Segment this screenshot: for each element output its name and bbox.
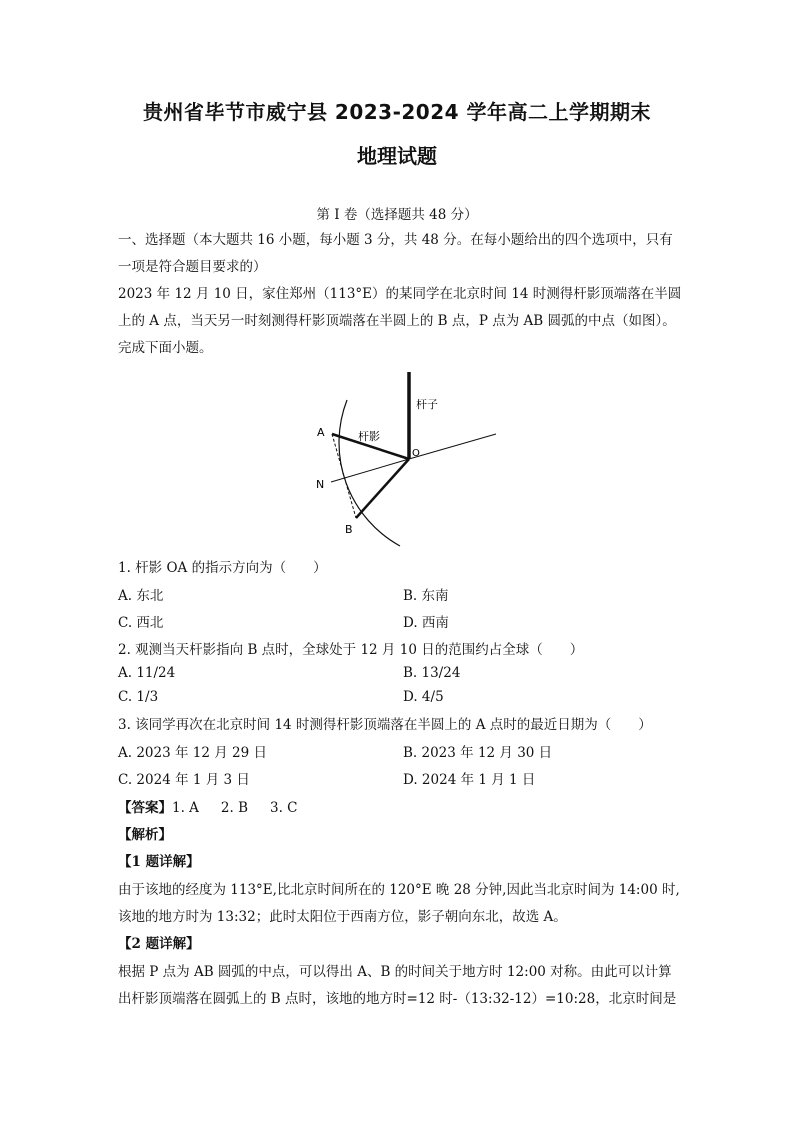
- instructions-line-1: 一、选择题（本大题共 16 小题，每小题 3 分，共 48 分。在每小题给出的四个选项中，只有: [118, 232, 673, 248]
- instructions-line-2: 一项是符合题目要求的）: [118, 259, 267, 275]
- q1-analysis-line-2: 该地的地方时为 13:32；此时太阳位于西南方位，影子朝向东北，故选 A。: [118, 909, 567, 925]
- exam-title: 贵州省毕节市威宁县 2023-2024 学年高二上学期期末: [142, 100, 652, 124]
- q2-analysis-line-2: 出杆影顶端落在圆弧上的 B 点时，该地的地方时=12 时-（13:32-12）=10:28，北京时间是: [118, 991, 677, 1007]
- question-3: 3. 该同学再次在北京时间 14 时测得杆影顶端落在半圆上的 A 点时的最近日期为（ ）: [118, 717, 652, 733]
- q2-analysis-label: 【2 题详解】: [118, 936, 200, 952]
- answer-1: 1. A: [172, 800, 199, 816]
- analysis-label: 【解析】: [118, 827, 172, 843]
- q1-option-a: A. 东北: [118, 588, 164, 604]
- q2-option-b: B. 13/24: [403, 665, 461, 681]
- q2-option-c: C. 1/3: [118, 689, 159, 705]
- q3-option-a: A. 2023 年 12 月 29 日: [118, 745, 268, 761]
- stem-line-1: 2023 年 12 月 10 日，家住郑州（113°E）的某同学在北京时间 14 时测得杆影顶端落在半圆: [118, 286, 682, 302]
- q3-option-b: B. 2023 年 12 月 30 日: [403, 745, 553, 761]
- q1-analysis-label: 【1 题详解】: [118, 854, 200, 870]
- label-pole: 杆子: [416, 398, 438, 411]
- q1-option-c: C. 西北: [118, 615, 164, 631]
- reference-line: [409, 434, 496, 459]
- q1-option-b: B. 东南: [403, 588, 449, 604]
- answer-label: 【答案】: [118, 800, 172, 816]
- exam-subject: 地理试题: [357, 144, 437, 168]
- q2-analysis-line-1: 根据 P 点为 AB 圆弧的中点，可以得出 A、B 的时间关于地方时 12:00 对称。由此可以计算: [118, 964, 672, 980]
- label-b: B: [345, 523, 353, 536]
- q1-option-d: D. 西南: [403, 615, 449, 631]
- q3-option-d: D. 2024 年 1 月 1 日: [403, 772, 536, 788]
- label-n: N: [316, 478, 325, 491]
- shadow-diagram: [300, 366, 510, 548]
- question-1: 1. 杆影 OA 的指示方向为（ ）: [118, 560, 327, 576]
- answer-3: 3. C: [270, 800, 298, 816]
- answer-2: 2. B: [220, 800, 249, 816]
- section-heading: 第 I 卷（选择题共 48 分）: [316, 207, 478, 223]
- q2-option-d: D. 4/5: [403, 689, 444, 705]
- stem-line-2: 上的 A 点，当天另一时刻测得杆影顶端落在半圆上的 B 点，P 点为 AB 圆弧的中点（如图）。: [118, 313, 676, 329]
- label-o: O: [412, 448, 420, 459]
- q2-option-a: A. 11/24: [118, 665, 176, 681]
- answer-line: [118, 796, 320, 816]
- shadow-ob: [356, 459, 409, 518]
- q3-option-c: C. 2024 年 1 月 3 日: [118, 772, 250, 788]
- label-a: A: [317, 426, 325, 439]
- label-shadow: 杆影: [358, 430, 380, 443]
- question-2: 2. 观测当天杆影指向 B 点时，全球处于 12 月 10 日的范围约占全球（ ）: [118, 642, 584, 658]
- q1-analysis-line-1: 由于该地的经度为 113°E,比北京时间所在的 120°E 晚 28 分钟,因此当北京时间为 14:00 时,: [118, 882, 680, 898]
- stem-line-3: 完成下面小题。: [118, 340, 213, 356]
